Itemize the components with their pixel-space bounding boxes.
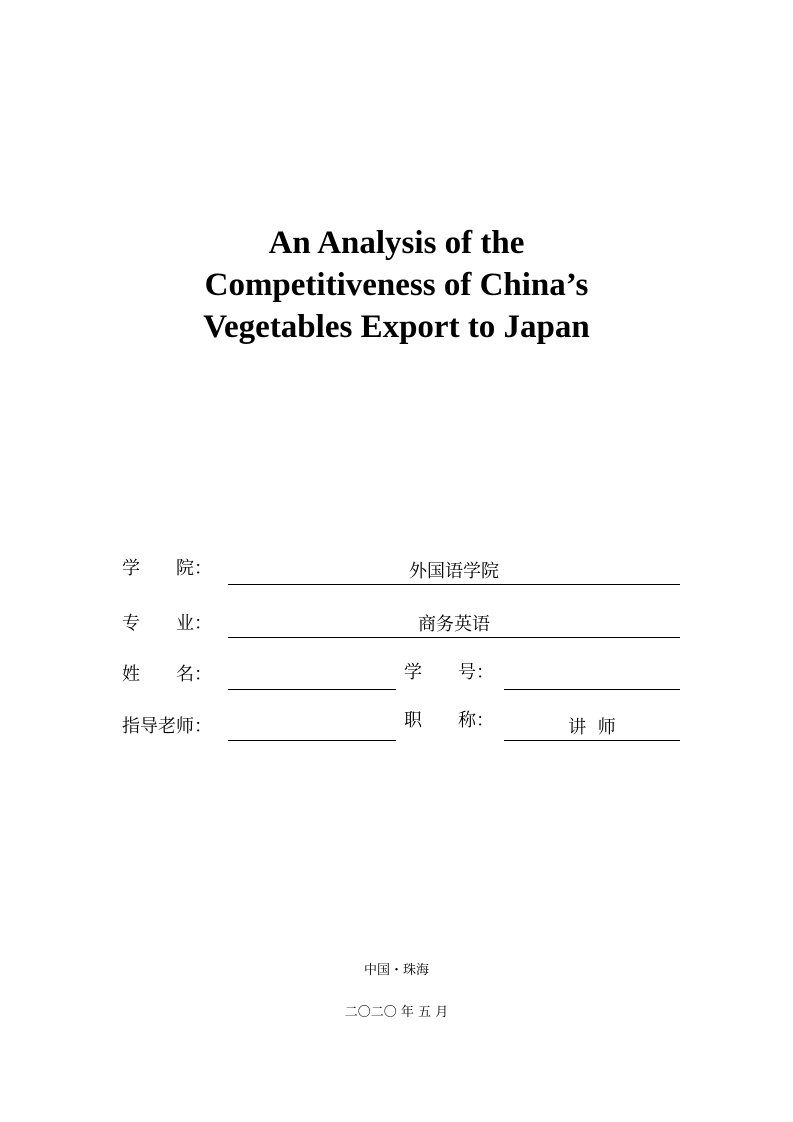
footer-location: 中国・珠海 <box>363 963 429 978</box>
thesis-title <box>0 222 793 348</box>
title-line-1: An Analysis of the <box>268 225 525 261</box>
name-label: 姓 名： <box>122 664 212 685</box>
major-value: 商务英语 <box>418 614 490 635</box>
footer-date: 二〇二〇 年 五 月 <box>344 1005 449 1020</box>
academic-title-value: 讲 师 <box>568 717 616 738</box>
school-label: 学 院： <box>122 558 212 579</box>
name-field <box>228 667 396 690</box>
title-line-3: Vegetables Export to Japan <box>203 309 590 345</box>
title-line-2: Competitiveness of China’s <box>204 267 589 303</box>
academic-title-label: 职 称： <box>404 710 494 731</box>
advisor-label: 指导老师： <box>122 716 212 737</box>
school-field <box>228 562 680 585</box>
major-field <box>228 615 680 638</box>
academic-title-field <box>504 718 680 741</box>
advisor-field <box>228 718 396 741</box>
student-id-label: 学 号： <box>404 662 494 683</box>
school-value: 外国语学院 <box>409 561 499 582</box>
student-id-field <box>504 667 680 690</box>
major-label: 专 业： <box>122 613 212 634</box>
